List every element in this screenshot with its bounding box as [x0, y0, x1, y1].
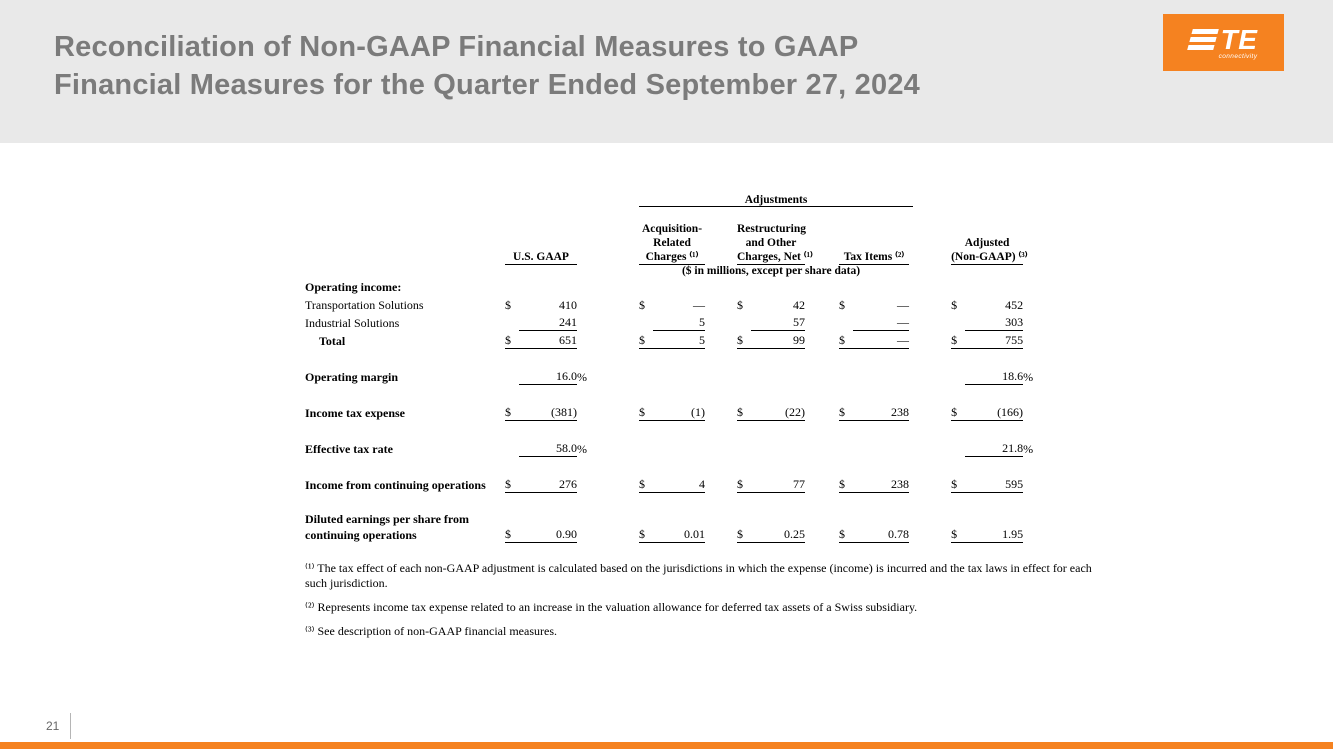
gap-cell	[913, 511, 951, 543]
dollar-sign-cell	[737, 277, 751, 295]
value-cell	[853, 439, 909, 457]
dollar-sign-cell	[839, 313, 853, 331]
dollar-sign-cell	[639, 439, 653, 457]
gap-cell	[809, 277, 839, 295]
gap-cell	[709, 331, 737, 349]
te-logo-subtext: connectivity	[1218, 52, 1258, 60]
dollar-sign-cell	[737, 313, 751, 331]
value-cell: 651	[519, 331, 577, 349]
gap-cell	[591, 295, 639, 313]
value-cell: 99	[751, 331, 805, 349]
table-header	[305, 186, 1037, 277]
spacer-row	[305, 349, 1037, 367]
value-cell: —	[897, 297, 909, 312]
dollar-sign-cell	[737, 439, 751, 457]
value-cell: —	[853, 313, 909, 331]
page-title-line-2: Financial Measures for the Quarter Ended September 27, 2024	[54, 69, 920, 101]
row-label: Income tax expense	[305, 405, 405, 420]
value-cell: —	[853, 331, 909, 349]
dollar-sign-cell: $	[839, 331, 853, 349]
suffix-cell	[577, 206, 591, 264]
footnote-3: ⁽³⁾ See description of non-GAAP financial measures.	[305, 624, 557, 638]
value-cell	[853, 367, 909, 385]
table-row	[305, 331, 1037, 349]
empty-header-cell	[305, 186, 505, 206]
table-row	[305, 475, 1037, 493]
suffix-cell	[1023, 331, 1037, 349]
te-logo-inner	[1190, 23, 1258, 60]
dollar-sign-cell	[951, 439, 965, 457]
suffix-cell	[1023, 277, 1037, 295]
value-cell: (381)	[519, 403, 577, 421]
dollar-sign-cell	[839, 277, 853, 295]
column-header-tax-items	[839, 206, 909, 264]
empty-header-cell	[305, 264, 505, 277]
gap-cell	[809, 439, 839, 457]
column-headers-row	[305, 206, 1037, 264]
value-cell: 595	[965, 475, 1023, 493]
column-header-us-gaap	[505, 206, 577, 264]
dollar-sign-cell: $	[639, 403, 653, 421]
dollar-sign-cell: $	[737, 511, 751, 543]
gap-cell	[913, 206, 951, 264]
page-number-divider	[70, 713, 71, 739]
suffix-cell: %	[1023, 441, 1034, 456]
dollar-sign-cell: $	[839, 403, 853, 421]
suffix-cell	[1023, 511, 1037, 543]
dollar-sign-cell	[951, 313, 965, 331]
value-cell	[653, 277, 705, 295]
row-label: Diluted earnings per share from continuing operations	[305, 511, 469, 542]
reconciliation-table-body	[305, 277, 1037, 543]
gap-cell	[913, 277, 951, 295]
column-header-line: Restructuring	[737, 222, 806, 235]
spacer-cell	[305, 349, 1037, 367]
gap-cell	[809, 295, 839, 313]
table-row	[305, 439, 1037, 457]
page-title-line-1: Reconciliation of Non-GAAP Financial Measures to GAAP	[54, 31, 859, 63]
gap-cell	[591, 403, 639, 421]
value-cell: 4	[653, 475, 705, 493]
spacer-row	[305, 493, 1037, 511]
gap-cell	[591, 186, 639, 206]
suffix-cell	[577, 295, 591, 313]
units-note: ($ in millions, except per share data)	[681, 264, 861, 277]
value-cell: 276	[519, 475, 577, 493]
row-label: Operating income:	[305, 279, 402, 294]
gap-cell	[709, 367, 737, 385]
gap-cell	[709, 277, 737, 295]
column-header-line: Related	[653, 236, 691, 249]
suffix-cell	[577, 277, 591, 295]
dollar-sign-cell: $	[951, 511, 965, 543]
value-cell	[653, 439, 705, 457]
dollar-sign-cell	[639, 313, 653, 331]
value-cell: 42	[793, 297, 805, 312]
dollar-sign-cell	[505, 313, 519, 331]
table-row	[305, 277, 1037, 295]
column-header-line: Charges, Net ⁽¹⁾	[737, 250, 813, 263]
gap-cell	[709, 403, 737, 421]
value-cell: 16.0	[519, 367, 577, 385]
value-cell: 241	[519, 313, 577, 331]
dollar-sign-cell	[505, 277, 519, 295]
dollar-sign-cell: $	[505, 475, 519, 493]
reconciliation-table	[305, 186, 1037, 543]
value-cell: 410	[559, 297, 577, 312]
dollar-sign-cell: $	[737, 297, 743, 312]
column-header-line: Adjusted	[964, 236, 1010, 249]
dollar-sign-cell: $	[951, 403, 965, 421]
value-cell: 58.0	[519, 439, 577, 457]
value-cell: 5	[653, 313, 705, 331]
dollar-sign-cell	[505, 439, 519, 457]
table-row	[305, 511, 1037, 543]
spacer-cell	[305, 421, 1037, 439]
te-logo-row	[1190, 23, 1258, 55]
value-cell: 57	[751, 313, 805, 331]
table-row	[305, 403, 1037, 421]
suffix-cell	[577, 313, 591, 331]
suffix-cell: %	[577, 369, 587, 384]
table-row	[305, 313, 1037, 331]
suffix-cell: %	[1023, 369, 1034, 384]
value-cell: 18.6	[965, 367, 1023, 385]
gap-cell	[591, 475, 639, 493]
suffix-cell	[1023, 403, 1037, 421]
adjustments-span-header: Adjustments	[639, 186, 913, 206]
units-note-row	[305, 264, 1037, 277]
gap-cell	[809, 403, 839, 421]
gap-cell	[709, 313, 737, 331]
dollar-sign-cell	[639, 367, 653, 385]
footnote-2: ⁽²⁾ Represents income tax expense related to an increase in the valuation allowance for deferred tax assets of a Swiss subsidiary.	[305, 600, 918, 614]
spacer-cell	[305, 493, 1037, 511]
gap-cell	[913, 186, 951, 206]
gap-cell	[591, 206, 639, 264]
dollar-sign-cell	[505, 367, 519, 385]
column-header-line: Charges ⁽¹⁾	[645, 250, 699, 263]
value-cell: 5	[653, 331, 705, 349]
gap-cell	[913, 367, 951, 385]
dollar-sign-cell: $	[737, 475, 751, 493]
gap-cell	[809, 313, 839, 331]
te-logo-text: TE	[1220, 23, 1258, 55]
column-header-adjusted-non-gaap	[951, 206, 1028, 264]
value-cell: 0.25	[751, 511, 805, 543]
gap-cell	[591, 331, 639, 349]
empty-header-cell	[305, 206, 505, 264]
spacer-row	[305, 457, 1037, 475]
suffix-cell	[1023, 475, 1037, 493]
row-label: Industrial Solutions	[305, 315, 400, 330]
value-cell: 0.78	[853, 511, 909, 543]
value-cell: 452	[1005, 297, 1024, 312]
value-cell: (166)	[965, 403, 1023, 421]
suffix-cell	[577, 475, 591, 493]
suffix-cell	[577, 331, 591, 349]
spacer-cell	[305, 457, 1037, 475]
dollar-sign-cell: $	[839, 297, 845, 312]
footnote-1: ⁽¹⁾ The tax effect of each non-GAAP adjustment is calculated based on the jurisdictions in which the expense (income) is incurred and the tax laws in effect for each such jurisdiction.	[305, 561, 1092, 590]
column-header-line: (Non-GAAP) ⁽³⁾	[951, 250, 1028, 263]
value-cell	[751, 277, 805, 295]
value-cell	[853, 277, 909, 295]
gap-cell	[709, 511, 737, 543]
gap-cell	[809, 206, 839, 264]
value-cell: 77	[751, 475, 805, 493]
gap-cell	[913, 439, 951, 457]
suffix-cell: %	[577, 441, 587, 456]
empty-header-cell	[505, 186, 591, 206]
gap-cell	[913, 313, 951, 331]
gap-cell	[809, 511, 839, 543]
page-title	[54, 28, 920, 104]
te-connectivity-logo	[1163, 14, 1284, 71]
dollar-sign-cell: $	[839, 511, 853, 543]
dollar-sign-cell	[737, 367, 751, 385]
value-cell: 0.01	[653, 511, 705, 543]
value-cell: (1)	[653, 403, 705, 421]
spacer-row	[305, 385, 1037, 403]
gap-cell	[809, 331, 839, 349]
slide-content	[305, 186, 1092, 648]
value-cell: 238	[853, 403, 909, 421]
spacer-cell	[305, 385, 1037, 403]
bottom-accent-bar	[0, 742, 1333, 749]
gap-cell	[709, 206, 737, 264]
footnotes	[305, 561, 1105, 639]
value-cell: (22)	[751, 403, 805, 421]
gap-cell	[709, 295, 737, 313]
column-header-acquisition-charges	[639, 206, 705, 264]
gap-cell	[809, 367, 839, 385]
dollar-sign-cell: $	[951, 297, 958, 312]
table-row	[305, 367, 1037, 385]
dollar-sign-cell	[951, 367, 965, 385]
value-cell	[653, 367, 705, 385]
row-label: Transportation Solutions	[305, 297, 424, 312]
empty-header-cell	[951, 186, 1037, 206]
gap-cell	[591, 511, 639, 543]
gap-cell	[591, 313, 639, 331]
value-cell: —	[693, 297, 705, 312]
row-label: Effective tax rate	[305, 441, 393, 456]
gap-cell	[709, 475, 737, 493]
dollar-sign-cell	[639, 277, 653, 295]
dollar-sign-cell: $	[737, 403, 751, 421]
gap-cell	[591, 277, 639, 295]
column-header-line: Acquisition-	[641, 222, 703, 235]
column-header-line: Tax Items ⁽²⁾	[843, 250, 905, 263]
dollar-sign-cell: $	[505, 297, 511, 312]
dollar-sign-cell: $	[639, 475, 653, 493]
row-label: Total	[319, 333, 346, 348]
dollar-sign-cell: $	[639, 297, 645, 312]
dollar-sign-cell: $	[951, 475, 965, 493]
gap-cell	[809, 475, 839, 493]
suffix-cell	[577, 403, 591, 421]
value-cell: 0.90	[519, 511, 577, 543]
dollar-sign-cell: $	[951, 331, 965, 349]
value-cell	[751, 439, 805, 457]
gap-cell	[709, 439, 737, 457]
gap-cell	[913, 403, 951, 421]
gap-cell	[913, 331, 951, 349]
value-cell: 303	[965, 313, 1023, 331]
dollar-sign-cell: $	[639, 331, 653, 349]
page-number: 21	[46, 719, 60, 733]
adjustments-header-row	[305, 186, 1037, 206]
dollar-sign-cell	[839, 439, 853, 457]
dollar-sign-cell: $	[505, 331, 519, 349]
gap-cell	[913, 475, 951, 493]
dollar-sign-cell: $	[839, 475, 853, 493]
suffix-cell	[1023, 313, 1037, 331]
dollar-sign-cell: $	[505, 511, 519, 543]
suffix-cell	[1023, 295, 1037, 313]
suffix-cell	[577, 511, 591, 543]
dollar-sign-cell: $	[639, 511, 653, 543]
spacer-row	[305, 421, 1037, 439]
table-row	[305, 295, 1037, 313]
dollar-sign-cell: $	[737, 331, 751, 349]
value-cell: 1.95	[965, 511, 1023, 543]
gap-cell	[591, 439, 639, 457]
value-cell	[751, 367, 805, 385]
value-cell: 238	[853, 475, 909, 493]
gap-cell	[913, 295, 951, 313]
column-header-line: and Other	[745, 236, 797, 249]
row-label: Operating margin	[305, 369, 398, 384]
value-cell	[965, 277, 1023, 295]
value-cell: 21.8	[965, 439, 1023, 457]
value-cell	[519, 277, 577, 295]
column-header-line: U.S. GAAP	[513, 250, 569, 263]
dollar-sign-cell	[951, 277, 965, 295]
dollar-sign-cell: $	[505, 403, 519, 421]
value-cell: 755	[965, 331, 1023, 349]
column-header-restructuring-charges	[737, 206, 813, 264]
dollar-sign-cell	[839, 367, 853, 385]
row-label: Income from continuing operations	[305, 477, 486, 492]
te-logo-stripes-icon	[1187, 29, 1219, 50]
gap-cell	[591, 367, 639, 385]
